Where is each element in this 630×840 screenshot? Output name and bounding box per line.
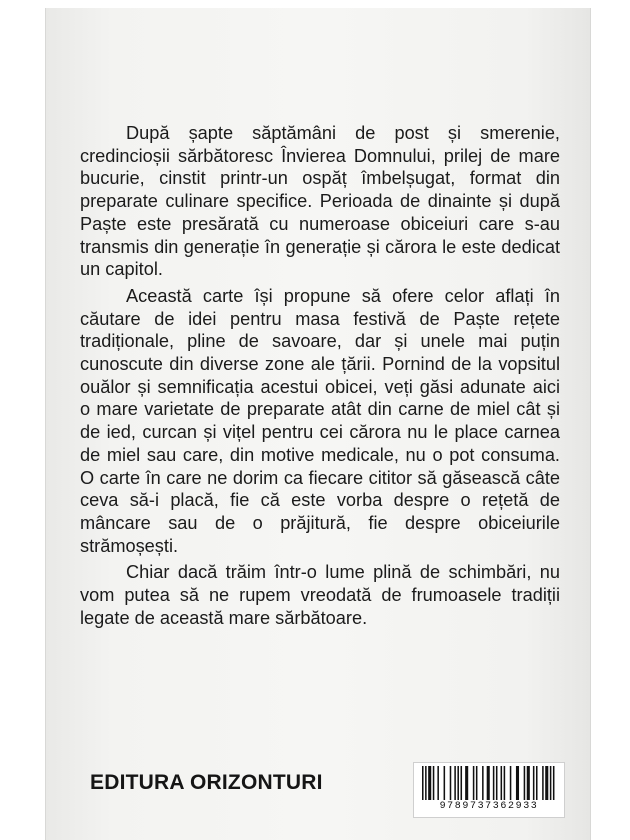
barcode-bar [487, 766, 490, 800]
barcode-bar [465, 766, 468, 800]
barcode-bar [516, 766, 519, 800]
barcode-bar [476, 766, 478, 800]
barcode-bar [454, 766, 456, 800]
barcode-bar [461, 766, 463, 800]
barcode-bar [428, 766, 431, 800]
barcode-bar [450, 766, 452, 800]
barcode-bar [542, 766, 544, 800]
barcode-bar [527, 766, 530, 800]
blurb-text [80, 122, 560, 633]
barcode-bar [437, 766, 439, 800]
blurb-paragraph-3: Chiar dacă trăim într-o lume plină de schimbări, nu vom putea să ne rupem vreodată de frumoasele tradiții legate de această mare sărbătoare. [80, 562, 560, 628]
barcode-bar [425, 766, 427, 800]
barcode-bar [496, 766, 498, 800]
barcode-bar [536, 766, 538, 800]
barcode-bar [433, 766, 435, 800]
isbn-barcode [413, 762, 565, 818]
barcode-bar [510, 766, 512, 800]
barcode-bar [422, 766, 424, 800]
barcode-bar [493, 766, 495, 800]
barcode-bar [444, 766, 446, 800]
barcode-bar [545, 766, 548, 800]
barcode-bar [482, 766, 484, 800]
blurb-paragraph-1: După șapte săptămâni de post și smerenie, credincioșii sărbătoresc Învierea Domnului, prilej de mare bucurie, cinstit printr-un ospăț îmbelșugat, format din preparate culinare specifice. Perioada de dinainte și după Paște este presărată cu numeroase obiceiuri care s-au transmis din generație în generație și cărora le este dedicat un capitol. [80, 123, 560, 280]
barcode-bar [524, 766, 526, 800]
barcode-bar [553, 766, 555, 800]
barcode-number: 9789737362933 [439, 801, 539, 812]
barcode-bars [420, 766, 558, 800]
blurb-paragraph-2: Această carte își propune să ofere celor aflați în căutare de idei pentru masa festivă de Paște rețete tradiționale, pline de savoare, dar și unele mai puțin cunoscute din diverse zone ale țării. Pornind de la vopsitul ouălor și semnificația acestui obicei, veți găsi adunate aici o mare varietate de preparate atât din carne de miel cât și de ied, curcan și vițel pentru cei cărora nu le place carnea de miel sau care, din motive medicale, nu o pot consuma. O carte în care ne dorim ca fiecare cititor să găsească câte ceva să-i placă, fie că este vorba despre o rețetă de mâncare sau de o prăjitură, fie despre obiceiurile strămoșești. [80, 285, 560, 556]
barcode-bar [504, 766, 506, 800]
barcode-bar [501, 766, 503, 800]
barcode-bar [457, 766, 459, 800]
publisher-name: EDITURA ORIZONTURI [90, 771, 323, 794]
barcode-bar [473, 766, 475, 800]
barcode-bar [550, 766, 552, 800]
barcode-bar [533, 766, 535, 800]
